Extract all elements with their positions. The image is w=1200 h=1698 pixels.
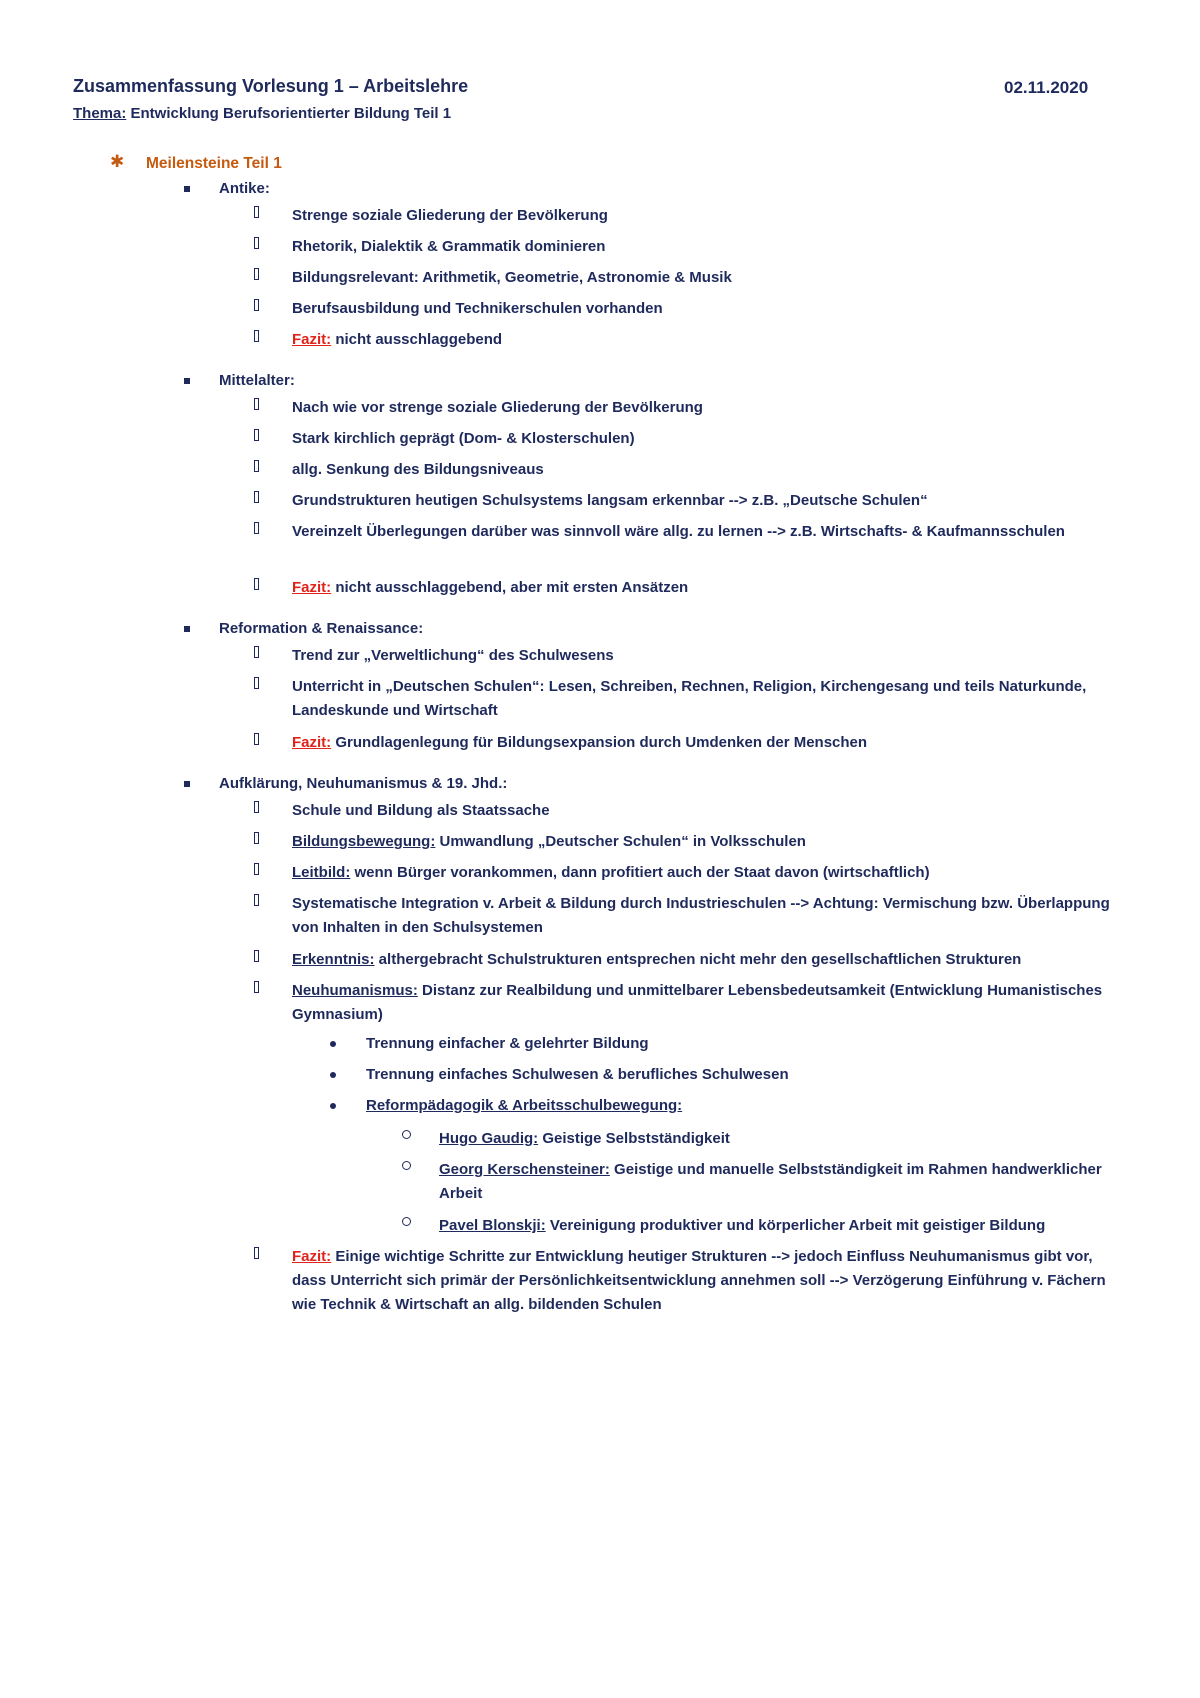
box-bullet-icon — [254, 299, 259, 311]
square-bullet-icon — [184, 626, 190, 632]
box-bullet-icon — [254, 733, 259, 745]
box-bullet-icon — [254, 460, 259, 472]
box-bullet-icon — [254, 801, 259, 813]
document-subtitle — [73, 105, 451, 122]
box-bullet-icon — [254, 981, 259, 993]
box-bullet-icon — [254, 330, 259, 342]
document-date: 02.11.2020 — [1004, 78, 1089, 97]
box-bullet-icon — [254, 863, 259, 875]
fazit-label: Fazit: — [292, 579, 332, 596]
box-bullet-icon — [254, 950, 259, 962]
box-bullet-icon — [254, 206, 259, 218]
box-bullet-icon — [254, 491, 259, 503]
document-page: Zusammenfassung Vorlesung 1 – Arbeitslehre 02.11.2020 Thema: Entwicklung Berufsorientierter Bildung Teil 1 ✱ Meilensteine Teil 1 Antike: Strenge soziale Gliederung der Bevölkerung Rhetorik, Dialektik & Grammatik dominieren Bildungsrelevant: Arithmetik, Geometrie, Astronomie & Musik Berufsausbildung und Technikerschulen vorhanden Fazit: nicht ausschlaggebend Mittelalter: Nach wie vor strenge soziale Gliederung der Bevölkerung Stark kirchlich geprägt (Dom- & Klosterschulen) allg. Senkung des Bildungsniveaus Grundstrukturen heutigen Schulsystems langsam erkennbar --> z.B. „Deutsche Schulen“ Vereinzelt Überlegungen darüber was sinnvoll wäre allg. zu lernen --> z.B. Wirtschafts- & Kaufmannsschulen Fazit: nicht ausschlaggebend, aber mit ersten Ansätzen Reformation & Renaissance: Trend zur „Verweltlichung“ des Schulwesens Unterricht in „Deutschen Schulen“: Lesen, Schreiben, Rechnen, Religion, Kirchengesang und teils Naturkunde, Landeskunde und Wirtschaft Fazit: Grundlagenlegung für Bildungsexpansion durch Umdenken der Menschen Aufklärung, Neuhumanismus & 19. Jhd.: Schule und Bildung als Staatssache Bildungsbewegung: Umwandlung „Deutscher Schulen“ in Volksschulen Leitbild: wenn Bürger vorankommen, dann profitiert auch der Staat davon (wirtschaftlich) Systematische Integration v. Arbeit & Bildung durch Industrieschulen --> Achtung: Vermischung bzw. Überlappung von Inhalten in den Schulsystemen Erkenntnis: althergebracht Schulstrukturen entsprechen nicht mehr den gesellschaftlichen Strukturen Neuhumanismus: Distanz zur Realbildung und unmittelbarer Lebensbedeutsamkeit (Entwicklung Humanistisches Gymnasium) Trennung einfacher & gelehrter Bildung Trennung einfaches Schulwesen & berufliches Schulwesen Reformpädagogik & Arbeitsschulbewegung: Hugo Gaudig: Geistige Selbstständigkeit Georg Kerschensteiner: Geistige und manuelle Selbstständigkeit im Rahmen handwerklicher Arbeit Pavel Blonskji: Vereinigung produktiver und körperlicher Arbeit mit geistiger Bildung Fazit: Einige wichtige Schritte zur Entwicklung heutiger Strukturen --> jedoch Einfluss Neuhumanismus gibt vor, dass Unterricht sich primär der Persönlichkeitsentwicklung annehmen soll --> Verzögerung Einführung v. Fächern wie Technik & Wirtschaft an allg. bildenden Schulen — [73, 76, 1110, 1313]
box-bullet-icon — [254, 646, 259, 658]
circle-bullet-icon — [402, 1217, 411, 1226]
box-bullet-icon — [254, 677, 259, 689]
thema-text: Entwicklung Berufsorientierter Bildung Teil 1 — [126, 105, 452, 122]
box-bullet-icon — [254, 832, 259, 844]
box-bullet-icon — [254, 578, 259, 590]
box-bullet-icon — [254, 894, 259, 906]
box-bullet-icon — [254, 429, 259, 441]
dot-bullet-icon — [330, 1041, 336, 1047]
square-bullet-icon — [184, 186, 190, 192]
fazit-label: Fazit: — [292, 734, 332, 751]
box-bullet-icon — [254, 522, 259, 534]
box-bullet-icon — [254, 268, 259, 280]
thema-label: Thema: — [73, 105, 127, 122]
dot-bullet-icon — [330, 1072, 336, 1078]
circle-bullet-icon — [402, 1130, 411, 1139]
box-bullet-icon — [254, 398, 259, 410]
circle-bullet-icon — [402, 1161, 411, 1170]
section-label: Meilensteine Teil 1 — [146, 155, 282, 172]
box-bullet-icon — [254, 237, 259, 249]
fazit-label: Fazit: — [292, 331, 332, 348]
fazit-label: Fazit: — [292, 1248, 332, 1265]
box-bullet-icon — [254, 1247, 259, 1259]
square-bullet-icon — [184, 378, 190, 384]
document-title: Zusammenfassung Vorlesung 1 – Arbeitslehre — [73, 76, 469, 96]
square-bullet-icon — [184, 781, 190, 787]
asterisk-bullet-icon: ✱ — [110, 152, 125, 171]
dot-bullet-icon — [330, 1103, 336, 1109]
